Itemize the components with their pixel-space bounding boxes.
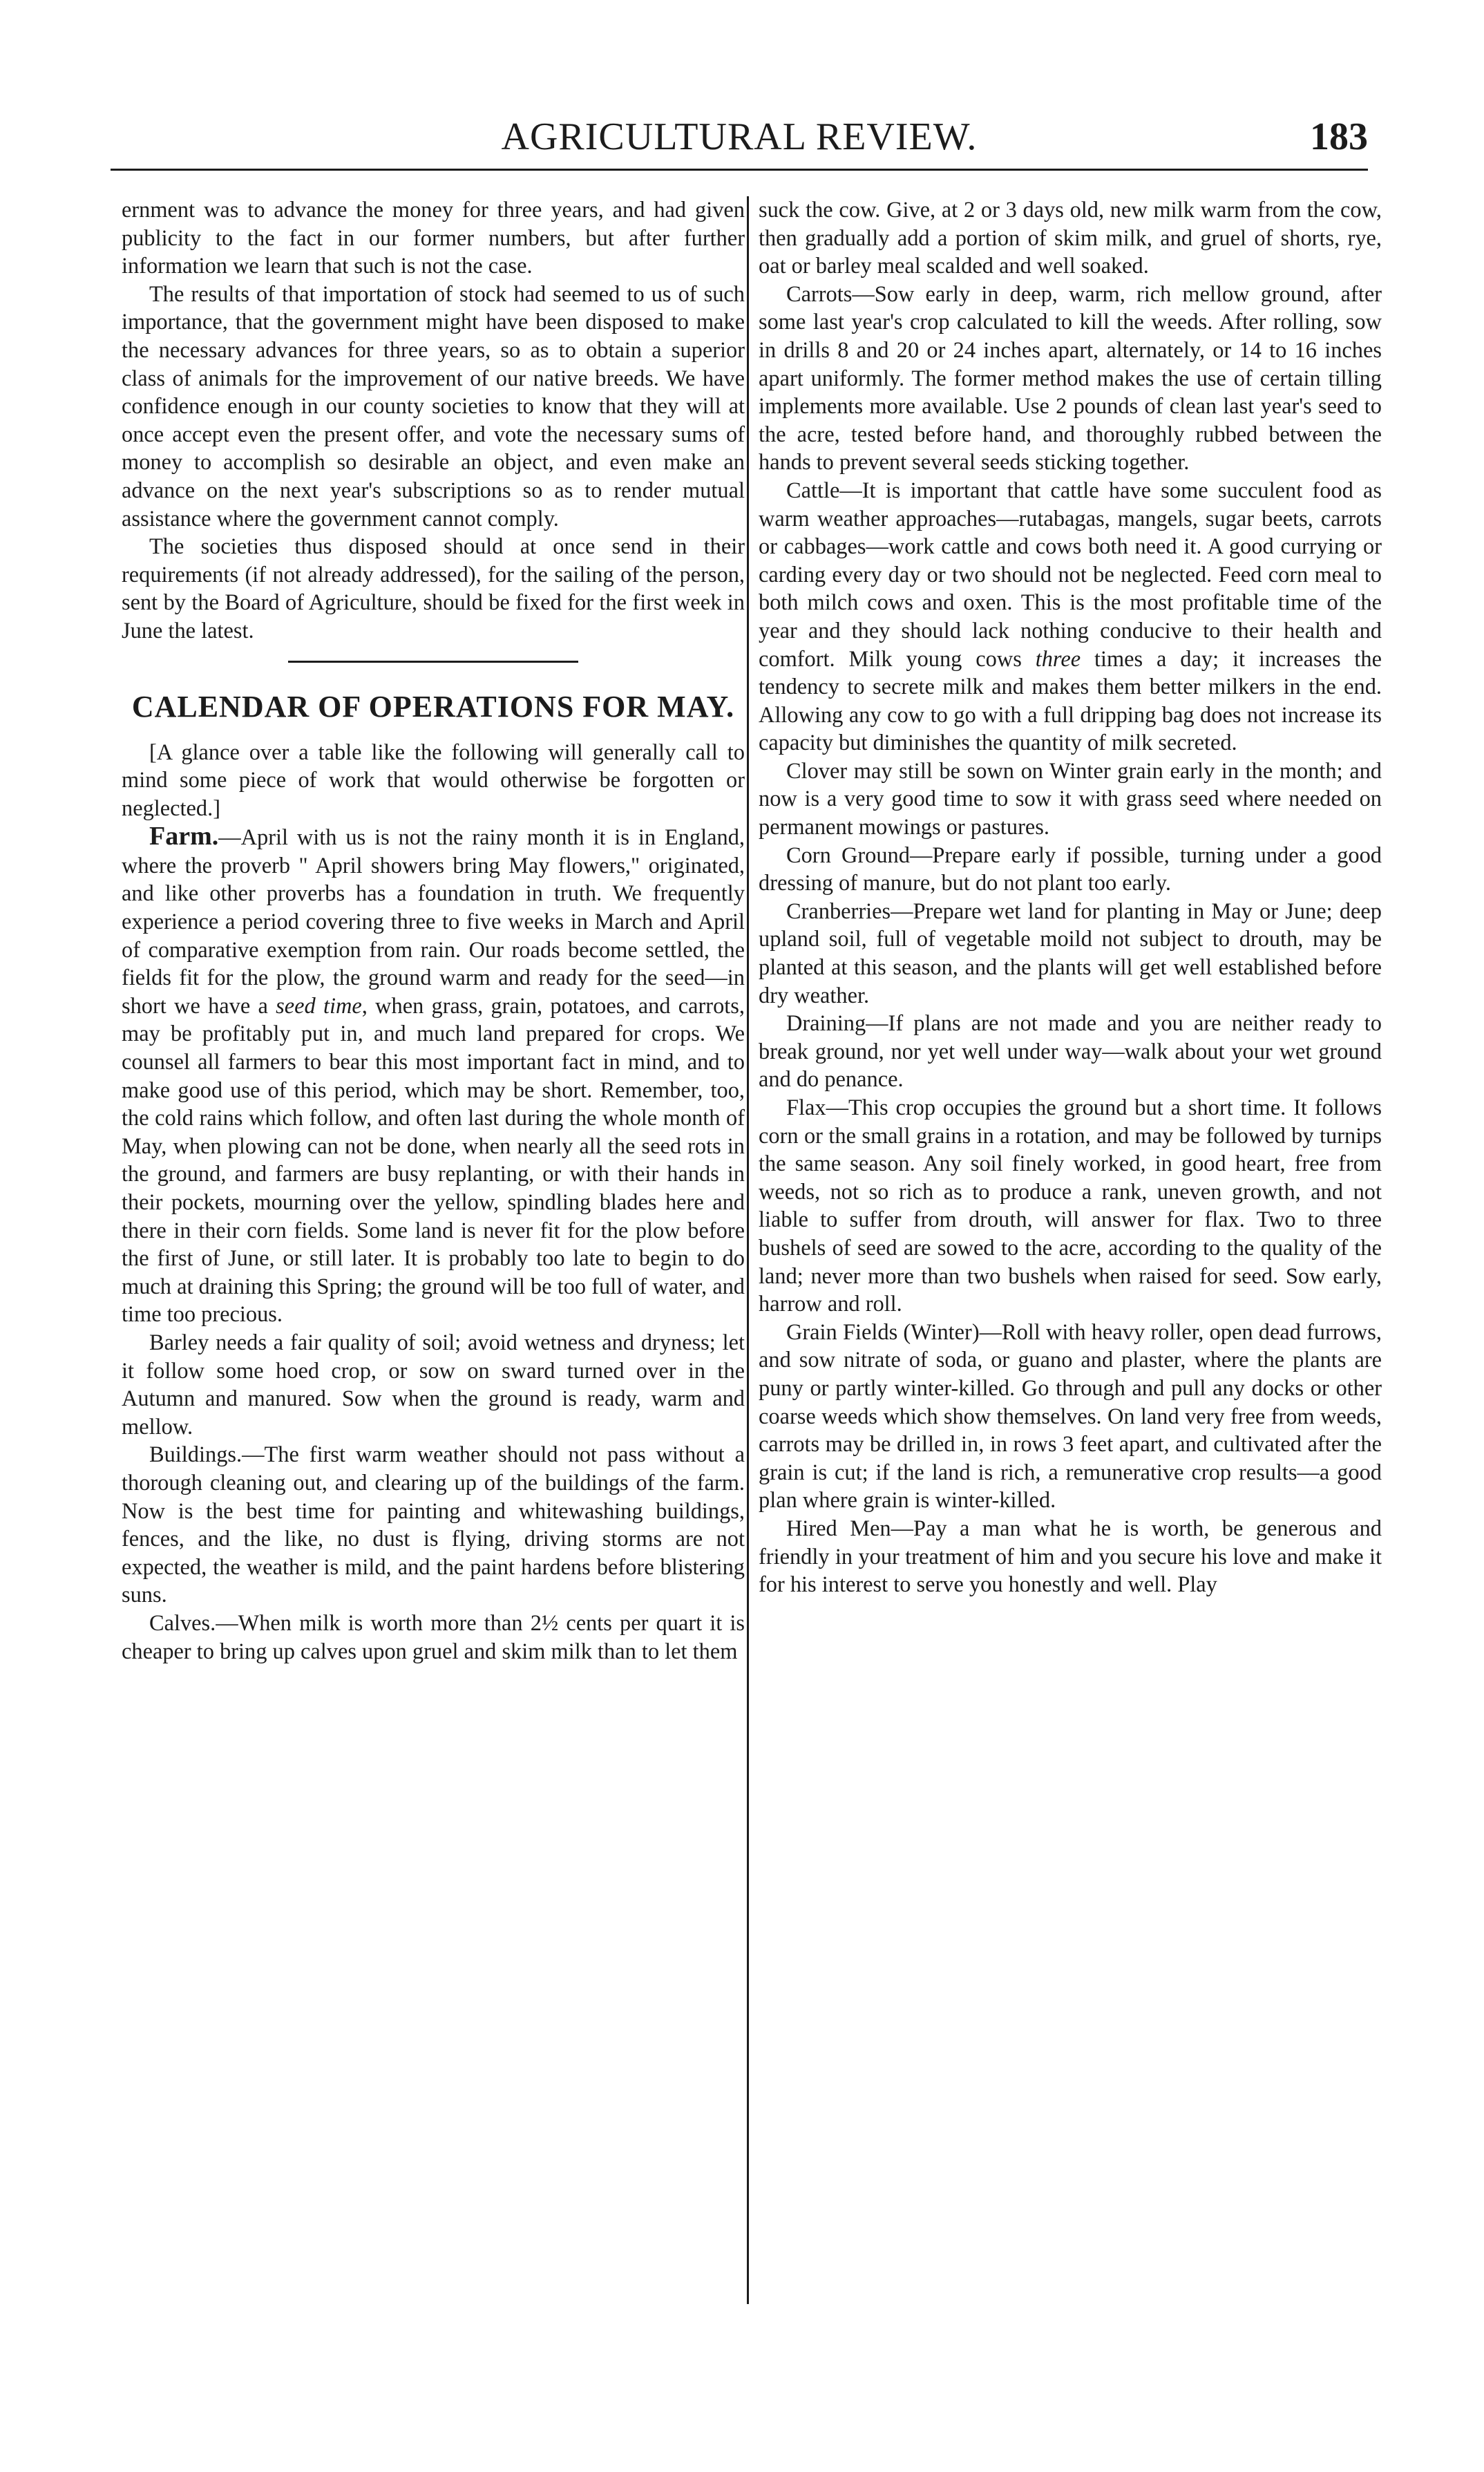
paragraph-corn-ground: Corn Ground—Prepare early if possible, turning under a good dressing of manure, but do not plant too early.: [759, 842, 1382, 896]
column-divider: [747, 196, 749, 2304]
paragraph-hired-men: Hired Men—Pay a man what he is worth, be generous and friendly in your treatment of him and you secure his love and make it for his interest to serve you honestly and well. Play: [759, 1516, 1382, 1598]
farm-lead: Farm.: [149, 822, 219, 851]
page-number: 183: [1310, 115, 1368, 158]
paragraph-continued: ernment was to advance the money for three years, and had given publicity to the fact in our former numbers, but after further information we learn that such is not the case.: [122, 198, 745, 279]
paragraph-societies: The societies thus disposed should at once send in their requirements (if not already addressed), for the sailing of the person, sent by the Board of Agriculture, should be fixed for the first week in June the latest.: [122, 534, 745, 643]
paragraph-grain-fields: Grain Fields (Winter)—Roll with heavy roller, open dead furrows, and sow nitrate of soda, or guano and plaster, where the plants are puny or partly winter-killed. Go through and pull any docks or other coarse weeds which show themselves. On land very free from weeds, carrots may be drilled in, in rows 3 feet apart, and cultivated after the grain is cut; if the land is rich, a remunerative crop results—a good plan where grain is winter-killed.: [759, 1319, 1382, 1513]
paragraph-buildings: Buildings.—The first warm weather should not pass without a thorough cleaning out, and clearing up of the buildings of the farm. Now is the best time for painting and whitewashing buildings, fences, and the like, no dust is flying, driving storms are not expected, the weather is mild, and the paint hardens before blistering suns.: [122, 1442, 745, 1608]
header-rule: [111, 169, 1368, 171]
farm-text-b: , when grass, grain, potatoes, and carrots, may be profitably put in, and much land prepared for crops. We counsel all farmers to bear this most important fact in mind, and to make good use of this period, which may be short. Remember, too, the cold rains which follow, and often last during the whole month of May, when plowing can not be done, when nearly all the seed rots in the ground, and farmers are busy replanting, or with their hands in their pockets, mourning over the yellow, spindling blades here and there in their corn fields. Some land is never fit for the plow before the first of June, or still later. It is probably too late to begin to do much at draining this Spring; the ground will be too full of water, and time too precious.: [122, 993, 745, 1328]
paragraph-farm: [122, 822, 745, 1329]
paragraph-carrots: Carrots—Sow early in deep, warm, rich mellow ground, after some last year's crop calculated to kill the weeds. After rolling, sow in drills 8 and 20 or 24 inches apart, alternately, or 14 to 16 inches apart uniformly. The former method makes the use of certain tilling implements more available. Use 2 pounds of clean last year's seed to the acre, tested before hand, and thoroughly rubbed between the hands to prevent several seeds sticking together.: [759, 281, 1382, 475]
farm-emphasis: seed time: [276, 993, 362, 1019]
running-head: [111, 111, 1368, 166]
paragraph-importation: The results of that importation of stock had seemed to us of such importance, that the government might have been disposed to make the necessary advances for three years, so as to obtain a superior class of animals for the improvement of our native breeds. We have confidence enough in our county societies to know that they will at once accept even the present offer, and vote the necessary sums of money to accomplish so desirable an object, and even make an advance on the next year's subscriptions so as to render mutual assistance where the government cannot comply.: [122, 281, 745, 531]
cattle-text-a: Cattle—It is important that cattle have some succulent food as warm weather approaches—rutabagas, mangels, sugar beets, carrots or cabbages—work cattle and cows both need it. A good currying or carding every day or two should not be neglected. Feed corn meal to both milch cows and oxen. This is the most profitable time of the year and they should lack nothing conducive to their health and comfort. Milk young cows: [759, 478, 1382, 672]
paragraph-clover: Clover may still be sown on Winter grain early in the month; and now is a very good time to sow it with grass seed where needed on permanent mowings or pastures.: [759, 758, 1382, 840]
paragraph-calves-continued: suck the cow. Give, at 2 or 3 days old, new milk warm from the cow, then gradually add a portion of skim milk, and gruel of shorts, rye, oat or barley meal scalded and well soaked.: [759, 198, 1382, 279]
paragraph-cranberries: Cranberries—Prepare wet land for planting in May or June; deep upland soil, full of vegetable moild not subject to drouth, may be planted at this season, and the plants will get well established before dry weather.: [759, 898, 1382, 1008]
cattle-text-b: times a day; it increases the tendency to secrete milk and makes them better milkers in the end. Allowing any cow to go with a full dripping bag does not increase its capacity but diminishes the quantity of milk secreted.: [759, 646, 1382, 756]
section-divider: [288, 661, 578, 663]
running-title: AGRICULTURAL REVIEW.: [501, 115, 978, 158]
paragraph-cattle: [759, 477, 1382, 757]
paragraph-barley: Barley needs a fair quality of soil; avoid wetness and dryness; let it follow some hoed crop, or sow on sward turned over in the Autumn and manured. Sow when the ground is ready, warm and mellow.: [122, 1330, 745, 1440]
right-column: [759, 196, 1382, 1599]
farm-text-a: —April with us is not the rainy month it is in England, where the proverb " April showers bring May flowers," originated, and like other proverbs has a foundation in truth. We frequently experience a period covering three to five weeks in March and April of comparative exemption from rain. Our roads become settled, the fields fit for the plow, the ground warm and ready for the seed—in short we have a: [122, 825, 745, 1019]
paragraph-flax: Flax—This crop occupies the ground but a short time. It follows corn or the small grains in a rotation, and may be followed by turnips the same season. Any soil finely worked, in good heart, free from weeds, not so rich as to produce a rank, uneven growth, and not liable to suffer from drouth, will answer for flax. Two to three bushels of seed are sowed to the acre, according to the quality of the land; never more than two bushels when raised for seed. Sow early, harrow and roll.: [759, 1095, 1382, 1317]
intro-paragraph: [A glance over a table like the following will generally call to mind some piece of work that would otherwise be forgotten or neglected.]: [122, 739, 745, 821]
cattle-emphasis: three: [1035, 646, 1081, 672]
paragraph-draining: Draining—If plans are not made and you are neither ready to break ground, nor yet well under way—walk about your wet ground and do penance.: [759, 1011, 1382, 1093]
left-column: [122, 196, 745, 1666]
section-heading: CALENDAR OF OPERATIONS FOR MAY.: [131, 689, 735, 724]
paragraph-calves: Calves.—When milk is worth more than 2½ cents per quart it is cheaper to bring up calves upon gruel and skim milk than to let them: [122, 1610, 745, 1664]
